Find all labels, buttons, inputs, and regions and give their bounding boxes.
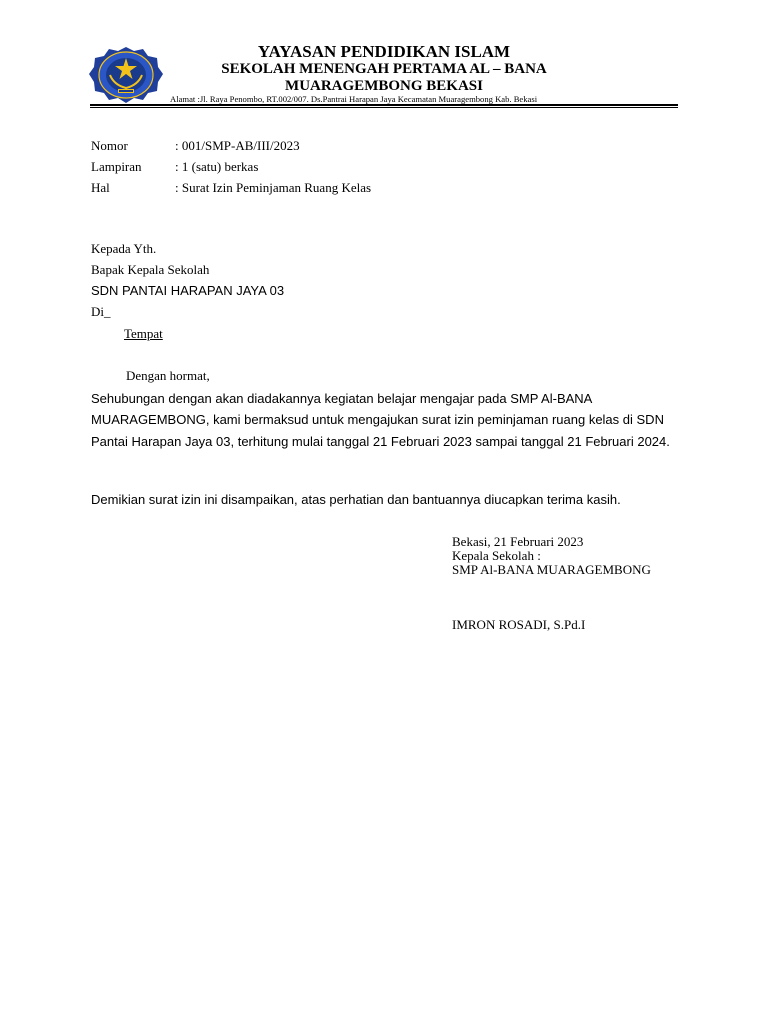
school-name: SEKOLAH MENENGAH PERTAMA AL – BANA bbox=[221, 61, 547, 77]
body-paragraph: Sehubungan dengan akan diadakannya kegiatan belajar mengajar pada SMP Al-BANA MUARAGEMBONG, kami bermaksud untuk mengajukan surat izin peminjaman ruang kelas di SDN Pantai Harapan Jaya 03, terhitung mulai tanggal 21 Februari 2023 sampai tanggal 21 Februari 2024. bbox=[91, 391, 670, 449]
nomor-label: Nomor bbox=[91, 138, 128, 153]
lampiran-label: Lampiran bbox=[91, 159, 142, 174]
recipient-school: SDN PANTAI HARAPAN JAYA 03 bbox=[91, 283, 285, 298]
recipient-place: Tempat bbox=[124, 326, 163, 341]
greeting: Dengan hormat, bbox=[126, 368, 210, 383]
foundation-name: YAYASAN PENDIDIKAN ISLAM bbox=[257, 42, 511, 61]
closing-sentence: Demikian surat izin ini disampaikan, atas perhatian dan bantuannya diucapkan terima kasih. bbox=[91, 492, 621, 507]
signature-position: Kepala Sekolah : bbox=[452, 548, 541, 563]
recipient-salutation: Kepada Yth. bbox=[91, 241, 157, 256]
signature-place-date: Bekasi, 21 Februari 2023 bbox=[452, 534, 584, 549]
letterhead-divider bbox=[90, 104, 678, 106]
nomor-value: : 001/SMP-AB/III/2023 bbox=[175, 138, 300, 153]
hal-value: : Surat Izin Peminjaman Ruang Kelas bbox=[175, 180, 372, 195]
signatory-name: IMRON ROSADI, S.Pd.I bbox=[452, 617, 586, 632]
school-location: MUARAGEMBONG BEKASI bbox=[285, 78, 483, 94]
recipient-title: Bapak Kepala Sekolah bbox=[91, 262, 210, 277]
signature-institution: SMP Al-BANA MUARAGEMBONG bbox=[452, 562, 651, 577]
hal-label: Hal bbox=[91, 180, 110, 195]
school-emblem-icon bbox=[88, 45, 164, 105]
lampiran-value: : 1 (satu) berkas bbox=[175, 159, 259, 174]
letterhead-divider-thin bbox=[90, 107, 678, 108]
recipient-di: Di_ bbox=[91, 304, 111, 319]
school-address: Alamat :Jl. Raya Penombo, RT.002/007. Ds.Pantrai Harapan Jaya Kecamatan Muaragembong Kab. Bekasi bbox=[170, 94, 538, 104]
